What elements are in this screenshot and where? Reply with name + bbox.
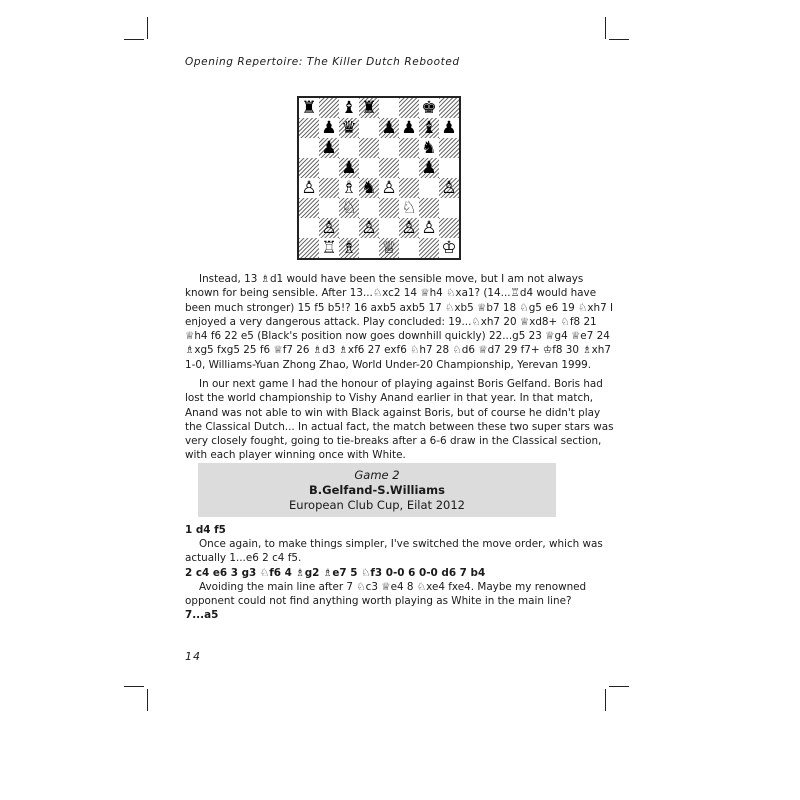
move-line: 2 c4 e6 3 g3 ♘f6 4 ♗g2 ♗e7 5 ♘f3 0-0 6 0-0 d6 7 b4	[185, 566, 486, 579]
board-square	[419, 98, 439, 118]
white-knight-icon: ♘	[341, 198, 357, 218]
crop-mark	[147, 689, 148, 711]
crop-mark	[124, 686, 144, 687]
move-note: Avoiding the main line after 7 ♘c3 ♕e4 8 ♘xe4 fxe4. Maybe my renowned opponent could not find anything worth playing as White in the main line?	[185, 580, 587, 608]
board-square	[339, 178, 359, 198]
board-square	[439, 178, 459, 198]
board-square	[419, 238, 439, 258]
black-pawn-icon: ♟	[421, 158, 437, 178]
board-square	[439, 118, 459, 138]
intro-paragraph	[185, 377, 615, 463]
annotation-paragraph	[185, 272, 615, 372]
board-square	[439, 158, 459, 178]
white-pawn-icon: ♙	[361, 218, 377, 238]
board-square	[319, 138, 339, 158]
board-square	[379, 218, 399, 238]
move-line: 7...a5	[185, 609, 219, 622]
board-square	[359, 198, 379, 218]
board-square	[359, 98, 379, 118]
chess-diagram	[297, 96, 461, 260]
black-knight-icon: ♞	[421, 138, 437, 158]
white-pawn-icon: ♙	[401, 218, 417, 238]
board-square	[319, 198, 339, 218]
board-square	[299, 178, 319, 198]
black-pawn-icon: ♟	[401, 118, 417, 138]
board-square	[379, 238, 399, 258]
crop-mark	[609, 686, 629, 687]
board-square	[399, 118, 419, 138]
black-bishop-icon: ♝	[341, 98, 357, 118]
white-pawn-icon: ♙	[321, 218, 337, 238]
white-pawn-icon: ♙	[381, 178, 397, 198]
board-square	[299, 198, 319, 218]
black-king-icon: ♚	[421, 98, 437, 118]
move-note: Once again, to make things simpler, I've switched the move order, which was actually 1...e6 2 c4 f5.	[185, 538, 603, 565]
white-bishop-icon: ♗	[341, 238, 357, 258]
board-square	[299, 98, 319, 118]
board-square	[419, 178, 439, 198]
black-pawn-icon: ♟	[341, 158, 357, 178]
crop-mark	[147, 17, 148, 39]
white-pawn-icon: ♙	[441, 178, 457, 198]
board-square	[319, 238, 339, 258]
board-square	[299, 238, 319, 258]
game-event: European Club Cup, Eilat 2012	[289, 498, 465, 512]
crop-mark	[609, 39, 629, 40]
paragraph-text: In our next game I had the honour of playing against Boris Gelfand. Boris had lost the world championship to Vishy Anand earlier in that year. In that match, Anand was not able to win with Black against Boris, but of course he didn't play the Classical Dutch... In actual fact, the match between these two super stars was very closely fought, going to tie-breaks after a 6-6 draw in the Classical section, with each player winning once with White.	[185, 378, 614, 462]
board-square	[379, 138, 399, 158]
board-square	[439, 238, 459, 258]
board-square	[399, 98, 419, 118]
crop-mark	[605, 689, 606, 711]
board-square	[379, 118, 399, 138]
board-square	[359, 218, 379, 238]
board-square	[339, 198, 359, 218]
board-square	[319, 118, 339, 138]
game-header-box	[198, 463, 556, 517]
board-square	[319, 178, 339, 198]
board-square	[359, 118, 379, 138]
board-square	[299, 138, 319, 158]
black-bishop-icon: ♝	[421, 118, 437, 138]
black-rook-icon: ♜	[361, 98, 377, 118]
black-queen-icon: ♛	[341, 118, 357, 138]
board-square	[399, 238, 419, 258]
crop-mark	[605, 17, 606, 39]
game-moves	[185, 523, 615, 622]
board-square	[339, 98, 359, 118]
black-pawn-icon: ♟	[381, 118, 397, 138]
board-square	[419, 158, 439, 178]
board-square	[379, 178, 399, 198]
board-square	[319, 158, 339, 178]
board-square	[399, 158, 419, 178]
board-square	[319, 218, 339, 238]
board-square	[379, 98, 399, 118]
page-number: 14	[185, 650, 201, 663]
board-square	[399, 178, 419, 198]
board-square	[339, 138, 359, 158]
board-square	[439, 98, 459, 118]
board-square	[359, 238, 379, 258]
board-square	[359, 158, 379, 178]
board-square	[359, 138, 379, 158]
board-square	[419, 138, 439, 158]
board-square	[419, 218, 439, 238]
board-square	[379, 158, 399, 178]
white-pawn-icon: ♙	[421, 218, 437, 238]
board-square	[339, 238, 359, 258]
board-square	[419, 118, 439, 138]
board-square	[399, 138, 419, 158]
white-king-icon: ♔	[441, 238, 457, 258]
paragraph-text: Instead, 13 ♗d1 would have been the sensible move, but I am not always known for being sensible. After 13...♘xc2 14 ♕h4 ♘xa1? (14...♖d4 would have been much stronger) 15 f5 b5!? 16 axb5 axb5 17 ♘xb5 ♕b7 18 ♘g5 e6 19 ♘xh7 I enjoyed a very dangerous attack. Play concluded: 19...♘xh7 20 ♕xd8+ ♘f8 21 ♕h4 f6 22 e5 (Black's position now goes downhill quickly) 22...g5 23 ♕g4 ♕e7 24 ♗xg5 fxg5 25 f6 ♕f7 26 ♗d3 ♗xf6 27 exf6 ♘h7 28 ♘d6 ♕d7 29 f7+ ♔f8 30 ♗xh7 1-0, Williams-Yuan Zhong Zhao, World Under-20 Championship, Yerevan 1999.	[185, 273, 614, 371]
board-square	[399, 198, 419, 218]
board-square	[299, 118, 319, 138]
board-square	[359, 178, 379, 198]
board-square	[299, 158, 319, 178]
board-square	[439, 138, 459, 158]
black-rook-icon: ♜	[301, 98, 317, 118]
game-players: B.Gelfand-S.Williams	[309, 483, 445, 497]
move-line: 1 d4 f5	[185, 524, 226, 536]
board-square	[299, 218, 319, 238]
black-pawn-icon: ♟	[441, 118, 457, 138]
white-queen-icon: ♕	[381, 238, 397, 258]
running-head: Opening Repertoire: The Killer Dutch Rebooted	[185, 56, 460, 68]
white-knight-icon: ♘	[401, 198, 417, 218]
white-pawn-icon: ♙	[301, 178, 317, 198]
board-square	[339, 158, 359, 178]
crop-mark	[124, 39, 144, 40]
black-pawn-icon: ♟	[321, 118, 337, 138]
board-square	[419, 198, 439, 218]
black-knight-icon: ♞	[361, 178, 377, 198]
white-rook-icon: ♖	[321, 238, 337, 258]
white-bishop-icon: ♗	[341, 178, 357, 198]
board-square	[399, 218, 419, 238]
board-square	[439, 198, 459, 218]
black-pawn-icon: ♟	[321, 138, 337, 158]
board-square	[439, 218, 459, 238]
board-square	[339, 118, 359, 138]
board-square	[319, 98, 339, 118]
board-square	[379, 198, 399, 218]
board-square	[339, 218, 359, 238]
game-title: Game 2	[354, 468, 400, 482]
